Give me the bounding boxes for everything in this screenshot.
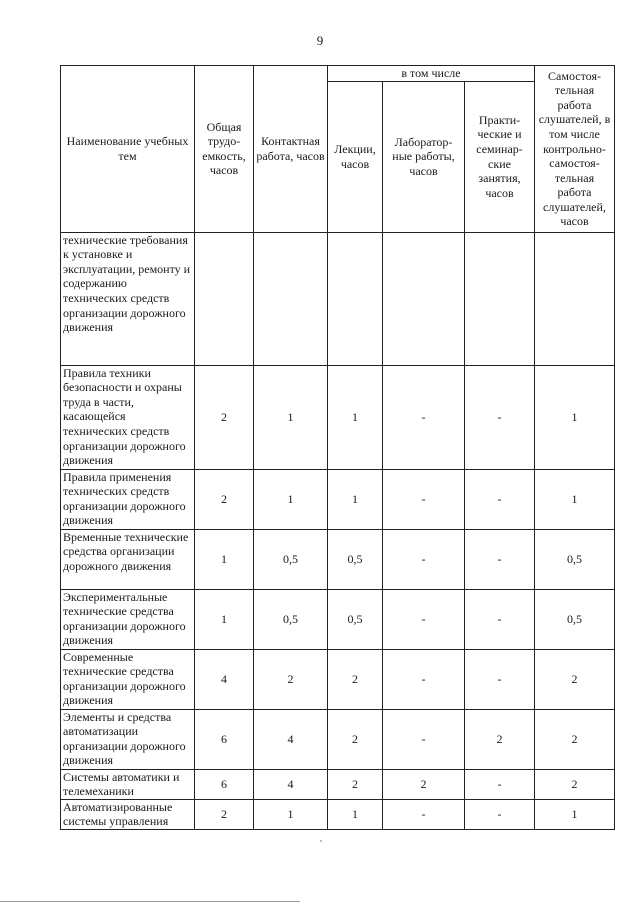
table-body bbox=[61, 232, 615, 829]
cell-total: 1 bbox=[195, 529, 254, 589]
cell-lab: - bbox=[383, 649, 465, 709]
cell-contact: 4 bbox=[254, 769, 328, 799]
cell-lab: - bbox=[383, 709, 465, 769]
cell-total: 6 bbox=[195, 709, 254, 769]
table-row bbox=[61, 799, 615, 829]
cell-total: 2 bbox=[195, 469, 254, 529]
header-including: в том числе bbox=[328, 66, 535, 82]
cell-self: 0,5 bbox=[535, 529, 615, 589]
header-self: Самостоя-тельная работа слушателей, в том числе контрольно-самостоя-тельная работа слушателей, часов bbox=[535, 66, 615, 233]
header-contact: Контактная работа, часов bbox=[254, 66, 328, 233]
header-total: Общая трудо-емкость, часов bbox=[195, 66, 254, 233]
cell-contact: 2 bbox=[254, 649, 328, 709]
scan-edge-line bbox=[0, 901, 300, 902]
header-lectures: Лекции, часов bbox=[328, 81, 383, 232]
cell-self: 2 bbox=[535, 769, 615, 799]
cell-lab bbox=[383, 232, 465, 365]
table-row bbox=[61, 709, 615, 769]
header-topic: Наименование учебных тем bbox=[61, 66, 195, 233]
cell-lab: 2 bbox=[383, 769, 465, 799]
row-topic: Автоматизированные системы управления bbox=[61, 799, 195, 829]
cell-self: 0,5 bbox=[535, 589, 615, 649]
cell-self: 1 bbox=[535, 469, 615, 529]
cell-lab: - bbox=[383, 799, 465, 829]
cell-total bbox=[195, 232, 254, 365]
row-topic: Правила применения технических средств организации дорожного движения bbox=[61, 469, 195, 529]
row-topic: Системы автоматики и телемеханики bbox=[61, 769, 195, 799]
cell-contact: 1 bbox=[254, 469, 328, 529]
table-row bbox=[61, 589, 615, 649]
cell-contact: 4 bbox=[254, 709, 328, 769]
curriculum-table bbox=[60, 65, 615, 830]
cell-lab: - bbox=[383, 365, 465, 469]
cell-self bbox=[535, 232, 615, 365]
cell-practice: 2 bbox=[465, 709, 535, 769]
table-row bbox=[61, 232, 615, 365]
cell-self: 1 bbox=[535, 799, 615, 829]
cell-lab: - bbox=[383, 589, 465, 649]
cell-total: 2 bbox=[195, 365, 254, 469]
cell-lectures bbox=[328, 232, 383, 365]
row-topic: технические требования к установке и эксплуатации, ремонту и содержанию технических средств организации дорожного движения bbox=[61, 232, 195, 365]
cell-practice: - bbox=[465, 529, 535, 589]
header-practice: Практи-ческие и семинар-ские занятия, часов bbox=[465, 81, 535, 232]
row-topic: Элементы и средства автоматизации организации дорожного движения bbox=[61, 709, 195, 769]
cell-total: 2 bbox=[195, 799, 254, 829]
cell-practice: - bbox=[465, 799, 535, 829]
header-lab: Лаборатор-ные работы, часов bbox=[383, 81, 465, 232]
cell-lectures: 2 bbox=[328, 649, 383, 709]
page-number: 9 bbox=[316, 33, 324, 48]
cell-practice: - bbox=[465, 589, 535, 649]
cell-contact: 0,5 bbox=[254, 529, 328, 589]
row-topic: Правила техники безопасности и охраны труда в части, касающейся технических средств организации дорожного движения bbox=[61, 365, 195, 469]
table-row bbox=[61, 769, 615, 799]
cell-lectures: 1 bbox=[328, 469, 383, 529]
cell-practice: - bbox=[465, 649, 535, 709]
cell-lectures: 1 bbox=[328, 365, 383, 469]
cell-lab: - bbox=[383, 469, 465, 529]
cell-contact bbox=[254, 232, 328, 365]
cell-self: 1 bbox=[535, 365, 615, 469]
cell-lectures: 0,5 bbox=[328, 529, 383, 589]
cell-lectures: 1 bbox=[328, 799, 383, 829]
cell-contact: 0,5 bbox=[254, 589, 328, 649]
table-row bbox=[61, 649, 615, 709]
cell-lab: - bbox=[383, 529, 465, 589]
cell-lectures: 2 bbox=[328, 709, 383, 769]
cell-self: 2 bbox=[535, 709, 615, 769]
table-header bbox=[61, 66, 615, 233]
cell-practice: - bbox=[465, 365, 535, 469]
table-row bbox=[61, 365, 615, 469]
cell-lectures: 0,5 bbox=[328, 589, 383, 649]
row-topic: Современные технические средства организации дорожного движения bbox=[61, 649, 195, 709]
row-topic: Экспериментальные технические средства организации дорожного движения bbox=[61, 589, 195, 649]
row-topic: Временные технические средства организации дорожного движения bbox=[61, 529, 195, 589]
table-row bbox=[61, 529, 615, 589]
cell-contact: 1 bbox=[254, 365, 328, 469]
cell-contact: 1 bbox=[254, 799, 328, 829]
cell-total: 4 bbox=[195, 649, 254, 709]
cell-practice bbox=[465, 232, 535, 365]
table-row bbox=[61, 469, 615, 529]
scan-artifact bbox=[320, 840, 322, 842]
cell-practice: - bbox=[465, 769, 535, 799]
cell-total: 1 bbox=[195, 589, 254, 649]
cell-total: 6 bbox=[195, 769, 254, 799]
cell-self: 2 bbox=[535, 649, 615, 709]
cell-practice: - bbox=[465, 469, 535, 529]
cell-lectures: 2 bbox=[328, 769, 383, 799]
